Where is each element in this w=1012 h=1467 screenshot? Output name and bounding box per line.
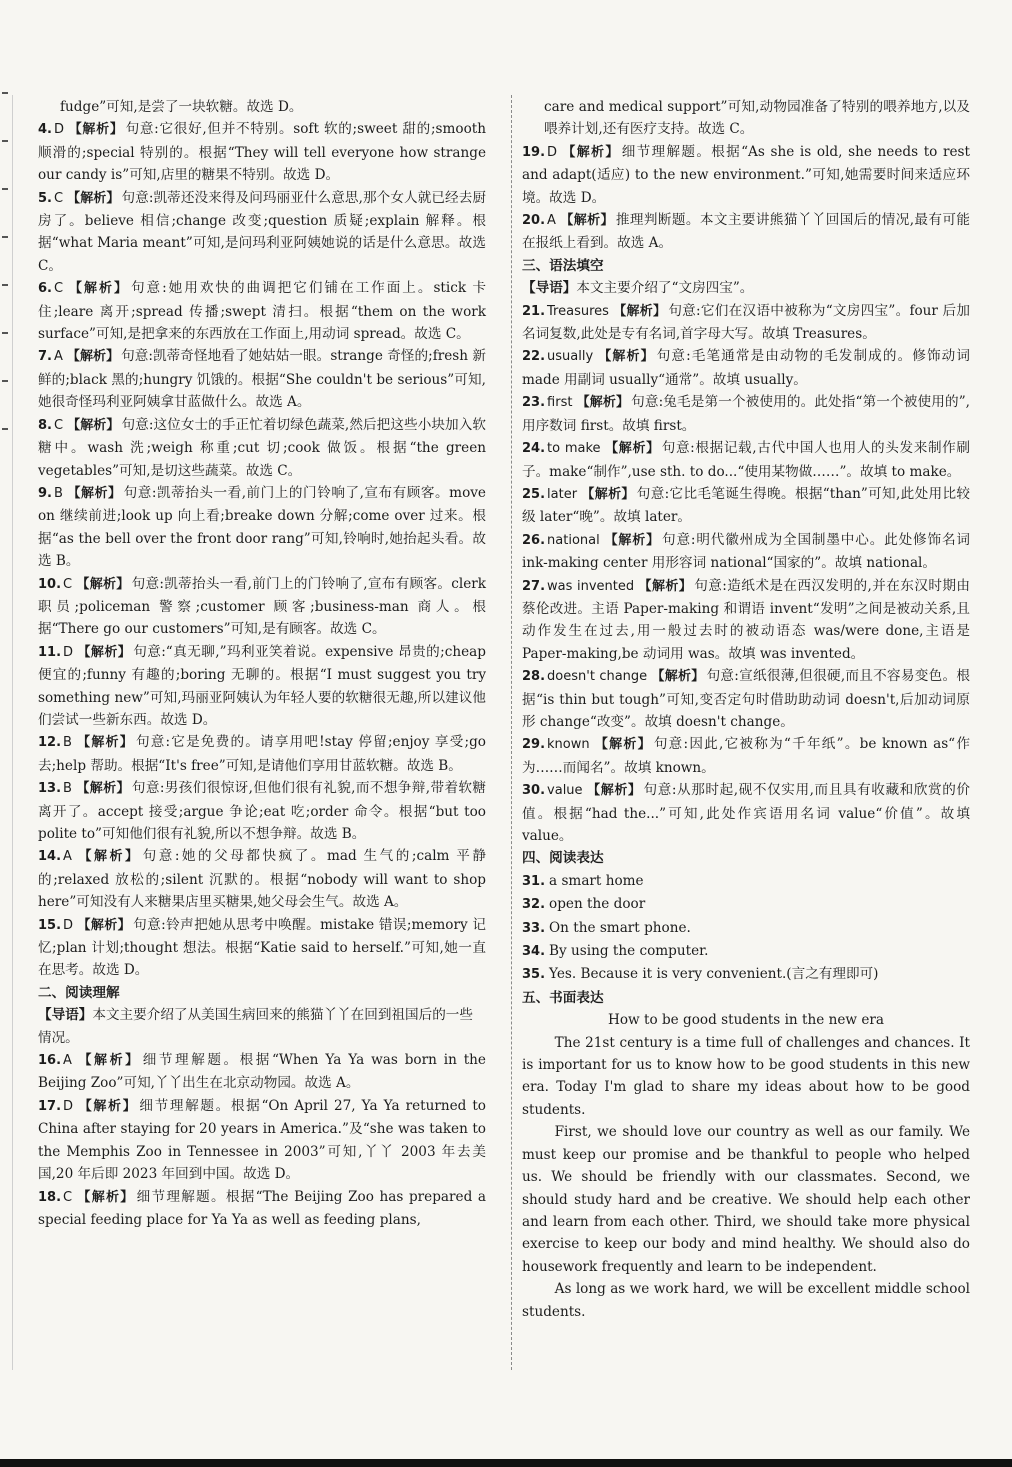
analysis-text: 句意:凯蒂奇怪地看了她姑姑一眼。strange 奇怪的;fresh 新鲜的;black 黑的;hungry 饥饿的。根据“She couldn't be serious”可知,她很奇怪玛利亚阿姨拿甘蓝做什么。故选 A。 [38,348,486,411]
question-number: 5. [38,190,52,206]
question-number: 23. [522,395,546,411]
guide-text: 本文主要介绍了“文房四宝”。 [576,280,754,297]
short-answer-text: On the smart phone. [549,919,691,936]
answer-choice: D [547,144,558,160]
analysis-text: 句意:毛笔通常是由动物的毛发制成的。修饰动词 made 用副词 usually“通常”。故填 usually。 [522,348,970,388]
analysis-text: 句意:它比毛笔诞生得晚。根据“than”可知,此处用比较级 later“晚”。故填 later。 [522,485,970,526]
answer-choice: A [63,849,72,865]
analysis-text: 句意:根据记载,古代中国人也用人的头发来制作刷子。make“制作”,use sth. to do...“使用某物做……”。故填 to make。 [522,440,970,480]
essay-title: How to be good students in the new era [608,1012,884,1029]
analysis-text: 句意:男孩们很惊讶,但他们很有礼貌,而不想争辩,带着软糖离开了。accept 接受;argue 争论;eat 吃;order 命令。根据“but too polite to”可知他们很有礼貌,所以不想争辩。故选 B。 [38,780,486,842]
analysis-text: 句意:它是免费的。请享用吧!stay 停留;enjoy 享受;go 去;help 帮助。根据“It's free”可知,是请他们享用甘蓝软糖。故选 B。 [38,734,486,774]
answer-choice: first [547,395,573,411]
answer-item [522,733,970,779]
answer-item [522,575,970,666]
answer-choice: Treasures [547,303,609,319]
analysis-text: 句意:因此,它被称为“千年纸”。be known as“作为……而闻名”。故填 known。 [522,736,970,776]
answer-item [522,779,970,847]
answer-item [38,573,486,641]
section-heading: 五、书面表达 [522,989,604,1006]
analysis-text: 句意:她的父母都快疯了。mad 生气的;calm 平静的;relaxed 放松的;silent 沉默的。根据“nobody will want to shop here”可知没有人来糖果店里买糖果,她父母会生气。故选 A。 [38,848,486,911]
question-number: 6. [38,281,52,297]
analysis-text: 细节理解题。根据“The Beijing Zoo has prepared a special feeding place for Ya Ya as well as feeding plans, [38,1188,486,1228]
analysis-text: 细节理解题。根据“On April 27, Ya Ya returned to China after staying for 20 years in America.”及“she was taken to the Memphis Zoo in Tennessee in 2003”可知,丫丫 2003 年去美国,20 年后即 2023 年回到中国。故选 D。 [38,1097,486,1183]
analysis-tag: 【解析】 [603,532,660,548]
question-number: 11. [38,644,62,660]
analysis-text: 句意:从那时起,砚不仅实用,而且具有收藏和欣赏的价值。根据“had the...”可知,此处作宾语用名词 value“价值”。故填 value。 [522,782,970,844]
answer-item [522,483,970,529]
question-number: 12. [38,735,62,751]
analysis-text: 句意:“真无聊,”玛利亚笑着说。expensive 昂贵的;cheap 便宜的;funny 有趣的;boring 无聊的。根据“I must suggest you try something new”可知,玛丽亚阿姨认为年轻人要的软糖很无趣,所以建议他们尝试一些新东西。故选 D。 [38,643,486,728]
answer-item [522,209,970,255]
answer-choice: to make [547,441,601,457]
short-answer-text: open the door [549,896,646,913]
analysis-tag: 【解析】 [67,281,129,297]
answer-choice: C [53,190,64,206]
answer-item [38,1186,486,1232]
analysis-tag: 【解析】 [67,190,120,206]
analysis-tag: 【解析】 [76,1189,135,1205]
analysis-tag: 【解析】 [77,1098,138,1114]
answer-choice: national [547,532,600,548]
guide-label: 【导语】 [522,280,577,297]
analysis-tag: 【解析】 [597,349,655,365]
analysis-text: 句意:铃声把她从思考中唤醒。mistake 错误;memory 记忆;plan 计划;thought 想法。根据“Katie said to herself.”可知,她一直在思考。故选 D。 [38,916,486,979]
analysis-tag: 【解析】 [66,485,122,501]
answer-item [522,391,970,437]
analysis-tag: 【解析】 [593,737,652,753]
answer-item [38,277,486,345]
guide-text: 本文主要介绍了从美国生病回来的熊猫丫丫在回到祖国后的一些情况。 [38,1007,473,1046]
analysis-tag: 【解析】 [586,783,642,799]
analysis-tag: 【解析】 [77,644,132,660]
answer-choice: B [63,735,72,751]
answer-choice: D [53,122,64,138]
section-heading: 四、阅读表达 [522,850,604,867]
column-divider [511,95,512,1370]
answer-item [522,437,970,483]
question-number: 8. [38,417,52,433]
analysis-text: 推理判断题。本文主要讲熊猫丫丫回国后的情况,最有可能在报纸上看到。故选 A。 [522,212,970,252]
answer-item [38,482,486,573]
answer-item [38,731,486,777]
analysis-tag: 【解析】 [76,576,130,592]
analysis-text: 句意:凯蒂还没来得及问玛丽亚什么意思,那个女人就已经去厨房了。believe 相信;change 改变;question 质疑;explain 解释。根据“what Maria meant”可知,是问玛利亚阿姨她说的话是什么意思。故选 C。 [38,189,486,274]
answer-item [38,777,486,845]
answer-choice: B [53,485,63,501]
analysis-tag: 【解析】 [651,669,705,685]
analysis-tag: 【解析】 [67,417,120,433]
question-number: 28. [522,669,546,685]
answer-item [38,845,486,913]
answer-choice: usually [547,349,594,365]
question-number: 33. [522,920,546,936]
question-number: 22. [522,349,546,365]
section-heading: 二、阅读理解 [38,984,120,1001]
binding-edge-marks [0,92,12,1392]
answer-choice: D [63,1098,74,1114]
answer-choice: A [53,349,63,365]
question-number: 18. [38,1189,62,1205]
question-number: 9. [38,485,52,501]
answer-item [522,665,970,733]
analysis-text: 细节理解题。根据“When Ya Ya was born in the Beijing Zoo”可知,丫丫出生在北京动物园。故选 A。 [38,1052,486,1092]
analysis-tag: 【解析】 [604,441,660,457]
analysis-tag: 【解析】 [75,781,130,797]
analysis-text: 句意:明代徽州成为全国制墨中心。此处修饰名词 ink-making center 用形容词 national“国家的”。故填 national。 [522,531,970,572]
answer-choice: value [547,783,583,799]
bottom-border [0,1459,1012,1467]
analysis-text: 句意:宣纸很薄,但很硬,而且不容易变色。根据“is thin but tough”可知,变否定句时借助助动词 doesn't,后加动词原形 change“改变”。故填 doesn't change。 [522,668,970,730]
analysis-tag: 【解析】 [77,917,132,933]
question-number: 26. [522,532,546,548]
essay-paragraph: The 21st century is a time full of challenges and chances. It is important for us to know how to be good students in this new era. Today I'm glad to share my ideas about how to be good students. [522,1034,970,1118]
question-number: 35. [522,967,546,983]
question-number: 27. [522,578,546,594]
question-number: 34. [522,944,546,960]
analysis-text: 句意:造纸术是在西汉发明的,并在东汉时期由蔡伦改进。主语 Paper-making 和谓语 invent“发明”之间是被动关系,且动作发生在过去,用一般过去时的被动语态 was/were done,主语是 Paper-making,be 动词用 was。故填 was invented。 [522,577,970,662]
guide-paragraph [38,1004,486,1049]
short-answer [522,893,970,916]
guide-label: 【导语】 [38,1007,93,1024]
question-number: 17. [38,1098,62,1114]
answer-choice: B [63,781,72,797]
short-answer-text: a smart home [549,872,644,889]
short-answer [522,917,970,940]
question-number: 31. [522,873,546,889]
question-number: 21. [522,303,546,319]
answer-choice: D [63,644,74,660]
analysis-tag: 【解析】 [66,349,120,365]
answer-choice: C [53,417,64,433]
analysis-tag: 【解析】 [75,849,141,865]
analysis-tag: 【解析】 [75,1053,141,1069]
analysis-tag: 【解析】 [68,122,124,138]
binding-edge-line [12,95,13,1370]
analysis-text: 句意:这位女士的手正忙着切绿色蔬菜,然后把这些小块加入软糖中。wash 洗;weigh 称重;cut 切;cook 做饭。根据“the green vegetables”可知,是切这些蔬菜。故选 C。 [38,416,486,479]
analysis-tag: 【解析】 [576,395,630,411]
short-answer-text: By using the computer. [549,943,709,960]
answer-item [38,1095,486,1186]
answer-choice: C [53,281,64,297]
essay-paragraph: First, we should love our country as well as our family. We must keep our promise and be thankful to people who helped us. We should be friendly with our classmates. Second, we should study hard and be creative. We should help each other and learn from each other. Third, we should take more physical exercise to keep our body and mind healthy. We should also do housework frequently and learn to be independent. [522,1124,970,1275]
continued-text: fudge”可知,是尝了一块软糖。故选 D。 [60,99,303,115]
question-number: 16. [38,1053,62,1069]
analysis-tag: 【解析】 [612,303,667,319]
question-number: 15. [38,917,62,933]
question-number: 30. [522,783,546,799]
short-answer [522,870,970,893]
question-number: 4. [38,122,52,138]
short-answer [522,940,970,963]
answer-item [38,118,486,186]
question-number: 20. [522,213,546,229]
short-answer [522,963,970,986]
question-number: 25. [522,486,546,502]
question-number: 29. [522,737,546,753]
answer-item [38,414,486,482]
answer-choice: D [63,917,74,933]
answer-item [522,529,970,575]
answer-item [38,641,486,732]
question-number: 7. [38,349,52,365]
answer-item [522,141,970,209]
analysis-text: 细节理解题。根据“As she is old, she needs to rest and adapt(适应) to the new environment.”可知,她需要时间来适应环境。故选 D。 [522,143,970,206]
answer-choice: was invented [547,578,635,594]
analysis-text: 句意:它们在汉语中被称为“文房四宝”。four 后加名词复数,此处是专有名词,首字母大写。故填 Treasures。 [522,302,970,343]
section-heading: 三、语法填空 [522,257,604,274]
answer-choice: C [63,1189,73,1205]
answer-choice: doesn't change [547,669,648,685]
analysis-tag: 【解析】 [559,213,614,229]
short-answer-text: Yes. Because it is very convenient.(言之有理即可) [549,966,879,983]
analysis-text: 句意:它很好,但并不特别。soft 软的;sweet 甜的;smooth 顺滑的;special 特别的。根据“They will tell everyone how strange our candy is”可知,店里的糖果不特别。故选 D。 [38,121,486,184]
answer-item [38,345,486,413]
answer-item [522,300,970,346]
answer-choice: A [547,213,556,229]
question-number: 32. [522,897,546,913]
guide-paragraph [522,277,970,299]
analysis-text: 句意:凯蒂抬头一看,前门上的门铃响了,宣布有顾客。clerk 职员;policeman 警察;customer 顾客;business-man 商人。根据“There go our customers”可知,是有顾客。故选 C。 [38,575,486,638]
right-column [522,96,970,1323]
answer-choice: later [547,486,578,502]
analysis-tag: 【解析】 [561,144,620,160]
analysis-text: 句意:她用欢快的曲调把它们铺在工作面上。stick 卡住;leare 离开;spread 传播;swept 清扫。根据“them on the work surface”可知,是把拿来的东西放在工作面上,用动词 spread。故选 C。 [38,280,486,343]
analysis-text: 句意:兔毛是第一个被使用的。此处指“第一个被使用的”,用序数词 first。故填 first。 [522,394,970,434]
answer-choice: A [63,1053,72,1069]
question-number: 24. [522,441,546,457]
question-number: 13. [38,781,62,797]
continued-text: care and medical support”可知,动物园准备了特别的喂养地方,以及喂养计划,还有医疗支持。故选 C。 [544,99,970,138]
essay-paragraph: As long as we work hard, we will be excellent middle school students. [522,1281,970,1320]
analysis-tag: 【解析】 [75,735,134,751]
question-number: 10. [38,576,62,592]
left-column [38,96,486,1231]
answer-choice: C [63,576,73,592]
question-number: 19. [522,144,546,160]
answer-item [38,914,486,982]
answer-item [38,1049,486,1095]
answer-item [522,345,970,391]
question-number: 14. [38,849,62,865]
analysis-text: 句意:凯蒂抬头一看,前门上的门铃响了,宣布有顾客。move on 继续前进;look up 向上看;breake down 分解;come over 过来。根据“as the bell over the front door rang”可知,铃响时,她抬起头看。故选 B。 [38,484,486,570]
answer-choice: known [547,737,590,753]
analysis-tag: 【解析】 [638,578,693,594]
analysis-tag: 【解析】 [581,486,635,502]
answer-item [38,187,486,278]
